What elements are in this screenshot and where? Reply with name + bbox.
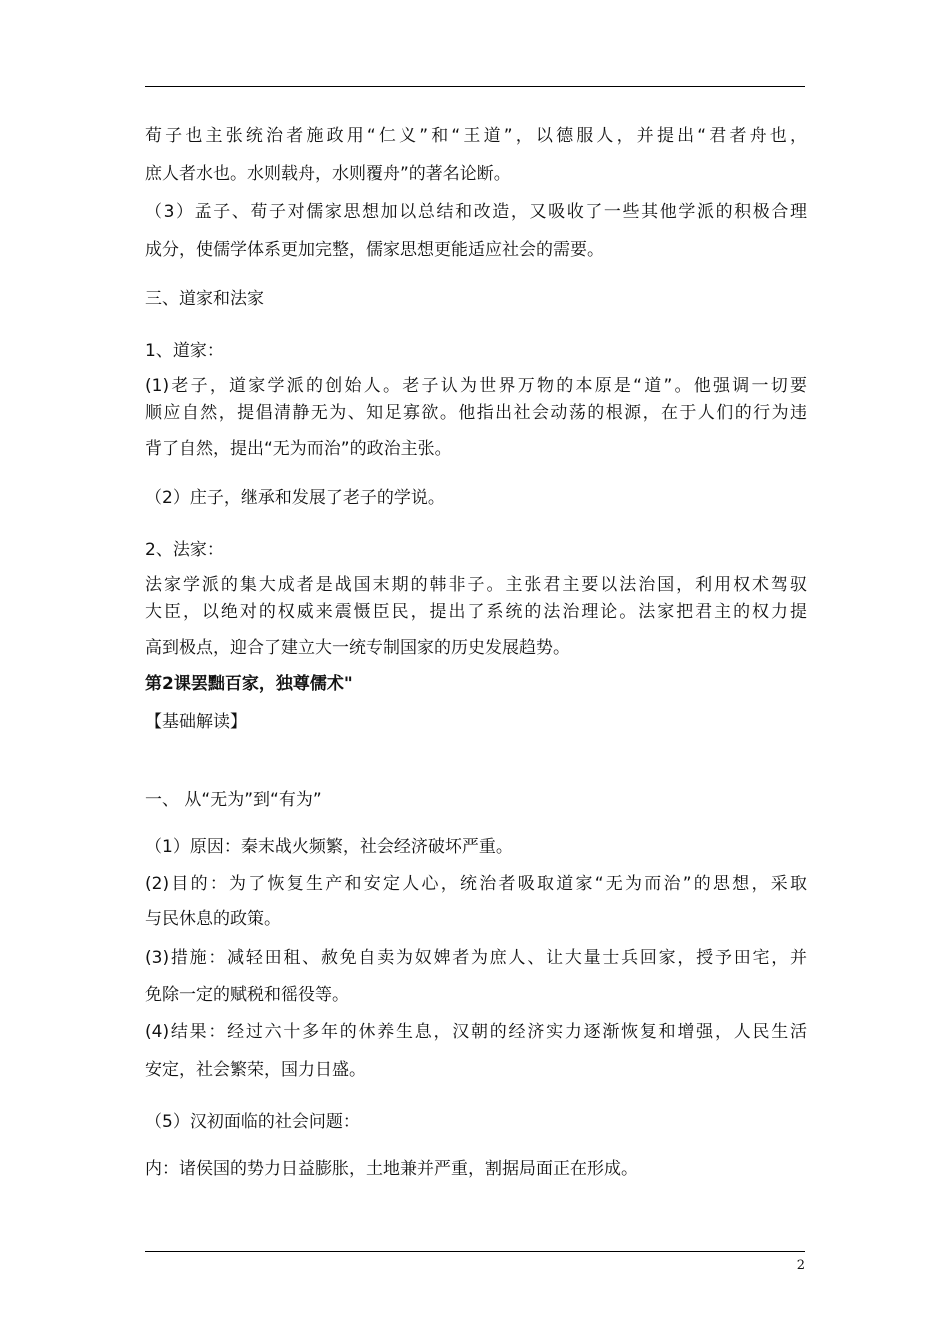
paragraph-line: 大臣，以绝对的权威来震慑臣民，提出了系统的法治理论。法家把君主的权力提 — [145, 602, 807, 622]
paragraph-line: （1）原因：秦末战火频繁，社会经济破坏严重。 — [145, 837, 513, 857]
footer-rule — [145, 1251, 805, 1252]
paragraph-line: 内：诸侯国的势力日益膨胀，土地兼并严重，割据局面正在形成。 — [145, 1159, 638, 1179]
subsection-heading: 2、法家： — [145, 540, 224, 560]
paragraph-line: 成分，使儒学体系更加完整，儒家思想更能适应社会的需要。 — [145, 240, 604, 260]
paragraph-line: 背了自然，提出“无为而治”的政治主张。 — [145, 439, 452, 459]
paragraph-line: (2)目的：为了恢复生产和安定人心，统治者吸取道家“无为而治”的思想，采取 — [145, 874, 807, 894]
section-label: 【基础解读】 — [145, 712, 247, 732]
lesson-title: 第2课罢黜百家，独尊儒术" — [145, 674, 353, 694]
paragraph-line: 免除一定的赋税和徭役等。 — [145, 985, 349, 1005]
paragraph-line: (3)措施：减轻田租、赦免自卖为奴婢者为庶人、让大量士兵回家，授予田宅，并 — [145, 948, 807, 968]
subsection-heading: 1、道家： — [145, 341, 224, 361]
page-number: 2 — [796, 1258, 805, 1273]
paragraph-line: 法家学派的集大成者是战国末期的韩非子。主张君主要以法治国，利用权术驾驭 — [145, 575, 807, 595]
paragraph-line: （5）汉初面临的社会问题： — [145, 1112, 360, 1132]
paragraph-line: (4)结果：经过六十多年的休养生息，汉朝的经济实力逐渐恢复和增强，人民生活 — [145, 1022, 807, 1042]
paragraph-line: 庶人者水也。水则载舟，水则覆舟”的著名论断。 — [145, 164, 511, 184]
section-heading: 一、 从“无为”到“有为” — [145, 790, 322, 810]
paragraph-line: （3）孟子、荀子对儒家思想加以总结和改造，又吸收了一些其他学派的积极合理 — [145, 202, 807, 222]
paragraph-line: （2）庄子，继承和发展了老子的学说。 — [145, 488, 445, 508]
section-heading: 三、道家和法家 — [145, 289, 264, 309]
paragraph-line: 安定，社会繁荣，国力日盛。 — [145, 1060, 366, 1080]
paragraph-line: 荀子也主张统治者施政用“仁义”和“王道”，以德服人，并提出“君者舟也， — [145, 126, 807, 146]
header-rule — [145, 86, 805, 87]
paragraph-line: 高到极点，迎合了建立大一统专制国家的历史发展趋势。 — [145, 638, 570, 658]
paragraph-line: 顺应自然，提倡清静无为、知足寡欲。他指出社会动荡的根源，在于人们的行为违 — [145, 403, 807, 423]
paragraph-line: 与民休息的政策。 — [145, 909, 281, 929]
paragraph-line: (1)老子，道家学派的创始人。老子认为世界万物的本原是“道”。他强调一切要 — [145, 376, 807, 396]
